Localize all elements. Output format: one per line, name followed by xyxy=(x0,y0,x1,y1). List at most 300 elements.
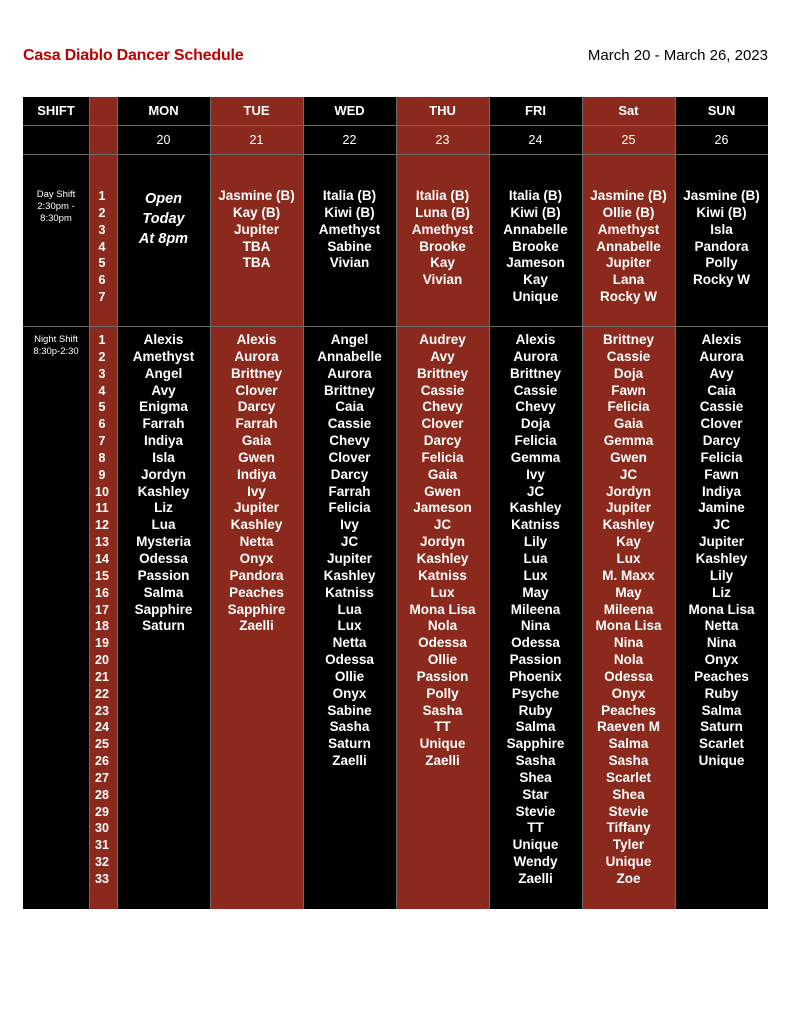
slot-number: 18 xyxy=(95,619,109,634)
night-shift-list-sun xyxy=(675,332,768,770)
slot-number: 12 xyxy=(95,518,109,533)
dancer-name: Tyler xyxy=(612,837,645,853)
dancer-name: Kashley xyxy=(323,567,376,583)
dancer-name: Aurora xyxy=(234,348,279,364)
dancer-name: Saturn xyxy=(328,736,371,752)
dancer-name: Darcy xyxy=(237,399,276,415)
dancer-name: Brittney xyxy=(230,365,282,381)
dancer-name: Darcy xyxy=(702,433,741,449)
dancer-name: Lux xyxy=(337,618,362,634)
dancer-name: Kashley xyxy=(137,483,190,499)
dancer-name: Lua xyxy=(337,601,362,617)
dancer-name: Jupiter xyxy=(605,255,651,271)
dancer-name: Peaches xyxy=(229,584,284,600)
dancer-name: Kashley xyxy=(230,517,283,533)
dancer-name: Salma xyxy=(143,584,184,600)
dancer-name: Brittney xyxy=(323,382,375,398)
slot-number: 1 xyxy=(98,189,106,203)
dancer-name: Farrah xyxy=(235,416,278,432)
dancer-name: Ivy xyxy=(247,483,266,499)
dancer-name: Sabine xyxy=(327,238,372,254)
day-header-fri: FRI xyxy=(525,103,546,118)
dancer-name: Zoe xyxy=(616,871,641,886)
night-shift-list-wed xyxy=(303,332,396,770)
dancer-name: Gwen xyxy=(238,449,275,465)
dancer-name: Cassie xyxy=(513,382,558,398)
slot-number: 31 xyxy=(95,838,109,853)
dancer-name: Jasmine (B) xyxy=(218,188,295,203)
dancer-name: JC xyxy=(340,534,359,550)
dancer-name: Jordyn xyxy=(419,534,465,550)
closed-day-note-line: At 8pm xyxy=(138,231,189,247)
dancer-name: Odessa xyxy=(139,550,188,566)
slot-number: 5 xyxy=(98,400,106,415)
day-date-sun: 26 xyxy=(714,133,729,147)
dancer-name: Odessa xyxy=(325,652,374,668)
dancer-name: Nina xyxy=(520,618,551,634)
night-shift-label xyxy=(23,334,89,358)
slot-number: 22 xyxy=(95,686,109,701)
day-date-fri: 24 xyxy=(528,133,543,147)
dancer-name: Sabine xyxy=(327,702,372,718)
dancer-name: Pandora xyxy=(694,238,749,254)
dancer-name: May xyxy=(615,584,642,600)
slot-number: 4 xyxy=(98,239,106,254)
dancer-name: Gaia xyxy=(241,433,272,449)
dancer-name: Rocky W xyxy=(599,289,657,305)
slot-number: 19 xyxy=(95,636,109,651)
dancer-name: Nola xyxy=(427,618,458,634)
slot-number: 5 xyxy=(98,256,106,271)
dancer-name: Nina xyxy=(706,635,737,651)
slot-number: 11 xyxy=(95,501,109,516)
day-shift-list-thu xyxy=(396,188,489,289)
dancer-name: Lua xyxy=(523,550,548,566)
slot-number: 3 xyxy=(98,366,106,381)
dancer-name: Unique xyxy=(419,736,466,752)
dancer-name: Lux xyxy=(430,584,455,600)
dancer-name: Katniss xyxy=(418,567,467,583)
dancer-name: Italia (B) xyxy=(508,188,563,203)
dancer-name: Unique xyxy=(512,289,559,305)
dancer-name: Mileena xyxy=(603,601,654,617)
dancer-name: Netta xyxy=(239,534,274,550)
dancer-name: Lily xyxy=(523,534,548,550)
dancer-name: Sapphire xyxy=(134,601,193,617)
slot-number: 17 xyxy=(95,602,109,617)
day-shift-time: 2:30pm - 8:30pm xyxy=(37,201,75,224)
dancer-name: Sasha xyxy=(329,719,370,735)
dancer-name: Sapphire xyxy=(227,601,286,617)
dancer-name: Felicia xyxy=(328,500,371,516)
dancer-name: Katniss xyxy=(511,517,560,533)
dancer-name: Stevie xyxy=(515,803,556,819)
dancer-name: Scarlet xyxy=(605,769,652,785)
night-shift-list-thu xyxy=(396,332,489,770)
dancer-name: Passion xyxy=(416,668,469,684)
slot-number: 10 xyxy=(95,484,109,499)
dancer-name: Saturn xyxy=(700,719,743,735)
dancer-name: Angel xyxy=(330,332,369,347)
dancer-name: Lua xyxy=(151,517,176,533)
dancer-name: Annabelle xyxy=(317,348,382,364)
dancer-name: Brittney xyxy=(602,332,654,347)
dancer-name: Brooke xyxy=(419,238,466,254)
dancer-name: Mona Lisa xyxy=(595,618,662,634)
dancer-name: Jupiter xyxy=(233,221,279,237)
dancer-name: M. Maxx xyxy=(602,567,655,583)
dancer-name: TT xyxy=(527,820,544,836)
day-date-tue: 21 xyxy=(249,133,264,147)
dancer-name: Caia xyxy=(707,382,736,398)
slot-number: 4 xyxy=(98,383,106,398)
dancer-name: Avy xyxy=(430,348,455,364)
dancer-name: Zaelli xyxy=(518,871,553,886)
night-shift-list-fri xyxy=(489,332,582,888)
dancer-name: Kiwi (B) xyxy=(324,204,375,220)
dancer-name: Lana xyxy=(612,272,645,288)
dancer-name: Odessa xyxy=(604,668,653,684)
dancer-name: Onyx xyxy=(239,550,274,566)
dancer-name: Indiya xyxy=(701,483,741,499)
slot-number: 7 xyxy=(98,434,106,449)
dancer-name: Mona Lisa xyxy=(688,601,755,617)
dancer-name: Lily xyxy=(709,567,734,583)
dancer-name: Onyx xyxy=(704,652,739,668)
dancer-name: Felicia xyxy=(421,449,464,465)
dancer-name: Gemma xyxy=(510,449,561,465)
page-title: Casa Diablo Dancer Schedule xyxy=(23,47,244,64)
dancer-name: Jasmine (B) xyxy=(590,188,667,203)
column-divider xyxy=(117,97,118,909)
dancer-name: Shea xyxy=(519,769,552,785)
dancer-name: Passion xyxy=(509,652,562,668)
dancer-name: Polly xyxy=(705,255,738,271)
closed-day-note xyxy=(117,189,210,249)
dancer-name: Kashley xyxy=(602,517,655,533)
dancer-name: Clover xyxy=(235,382,278,398)
dancer-name: Onyx xyxy=(332,685,367,701)
dancer-name: Jamine xyxy=(698,500,745,516)
dancer-name: Avy xyxy=(151,382,176,398)
day-shift-list-sat xyxy=(582,188,675,306)
day-header-wed: WED xyxy=(334,103,365,118)
dancer-name: Lux xyxy=(616,550,641,566)
slot-number: 2 xyxy=(98,349,106,364)
dancer-name: Ivy xyxy=(526,466,545,482)
day-date-sat: 25 xyxy=(621,133,636,147)
day-header-tue: TUE xyxy=(243,103,270,118)
dancer-name: Caia xyxy=(335,399,364,415)
dancer-name: Italia (B) xyxy=(415,188,470,203)
dancer-name: Cassie xyxy=(420,382,465,398)
dancer-name: Jasmine (B) xyxy=(683,188,760,203)
night-shift-time: 8:30p-2:30 xyxy=(33,346,79,357)
dancer-name: Salma xyxy=(701,702,742,718)
dancer-name: Jameson xyxy=(506,255,565,271)
dancer-name: Nola xyxy=(613,652,644,668)
dancer-name: Enigma xyxy=(139,399,188,415)
slot-number: 26 xyxy=(95,754,109,769)
dancer-name: Felicia xyxy=(607,399,650,415)
dancer-name: Scarlet xyxy=(698,736,745,752)
slot-number: 29 xyxy=(95,804,109,819)
dancer-name: Peaches xyxy=(694,668,749,684)
closed-day-note-line: Open xyxy=(144,191,183,207)
dancer-name: Mona Lisa xyxy=(409,601,476,617)
day-shift-list-fri xyxy=(489,188,582,306)
dancer-name: Pandora xyxy=(229,567,284,583)
day-header-sun: SUN xyxy=(707,103,736,118)
dancer-name: Brittney xyxy=(416,365,468,381)
dancer-name: Clover xyxy=(328,449,371,465)
dancer-name: Zaelli xyxy=(425,753,460,769)
dancer-name: Jupiter xyxy=(698,534,744,550)
dancer-name: Wendy xyxy=(513,854,558,870)
slot-number: 15 xyxy=(95,568,109,583)
slot-number: 25 xyxy=(95,737,109,752)
schedule-table xyxy=(23,97,768,909)
dancer-name: Ollie xyxy=(334,668,365,684)
night-shift-name: Night Shift xyxy=(34,334,78,345)
slot-number: 13 xyxy=(95,535,109,550)
dancer-name: Unique xyxy=(698,753,745,769)
dancer-name: Odessa xyxy=(511,635,560,651)
dancer-name: Farrah xyxy=(328,483,371,499)
dancer-name: Annabelle xyxy=(596,238,661,254)
day-date-wed: 22 xyxy=(342,133,357,147)
slot-number: 23 xyxy=(95,703,109,718)
dancer-name: Shea xyxy=(612,786,645,802)
dancer-name: Alexis xyxy=(236,332,277,347)
day-shift-list-tue xyxy=(210,188,303,272)
dancer-name: Jupiter xyxy=(326,550,372,566)
date-range: March 20 - March 26, 2023 xyxy=(587,47,768,64)
slot-number: 6 xyxy=(98,273,106,288)
dancer-name: JC xyxy=(619,466,638,482)
dancer-name: JC xyxy=(712,517,731,533)
day-shift-list-wed xyxy=(303,188,396,272)
dancer-name: Jordyn xyxy=(605,483,651,499)
closed-day-note-line: Today xyxy=(142,211,185,227)
dancer-name: Nina xyxy=(613,635,644,651)
day-shift-list-sun xyxy=(675,188,768,289)
dancer-name: Darcy xyxy=(330,466,369,482)
dancer-name: TBA xyxy=(242,255,271,271)
dancer-name: Salma xyxy=(608,736,649,752)
dancer-name: Kay (B) xyxy=(232,204,281,220)
dancer-name: Indiya xyxy=(236,466,276,482)
slot-number: 6 xyxy=(98,417,106,432)
dancer-name: Indiya xyxy=(143,433,183,449)
dancer-name: Alexis xyxy=(701,332,742,347)
dancer-name: Onyx xyxy=(611,685,646,701)
dancer-name: JC xyxy=(526,483,545,499)
dancer-name: Jupiter xyxy=(233,500,279,516)
slot-number: 16 xyxy=(95,585,109,600)
dancer-name: Mysteria xyxy=(136,534,191,550)
slot-number: 14 xyxy=(95,551,109,566)
dancer-name: TT xyxy=(434,719,451,735)
dancer-name: Cassie xyxy=(606,348,651,364)
slot-number: 32 xyxy=(95,855,109,870)
day-shift-label xyxy=(23,189,89,225)
dancer-name: Zaelli xyxy=(332,753,367,769)
dancer-name: Gaia xyxy=(427,466,458,482)
night-slot-numbers xyxy=(89,332,115,888)
dancer-name: Chevy xyxy=(515,399,556,415)
column-divider xyxy=(210,97,211,909)
dancer-name: JC xyxy=(433,517,452,533)
dancer-name: Unique xyxy=(512,837,559,853)
dancer-name: Luna (B) xyxy=(415,204,470,220)
day-slot-numbers xyxy=(89,188,115,306)
dancer-name: Polly xyxy=(426,685,459,701)
day-shift-name: Day Shift xyxy=(36,189,76,200)
dancer-name: Sasha xyxy=(608,753,649,769)
dancer-name: Stevie xyxy=(608,803,649,819)
dancer-name: Salma xyxy=(515,719,556,735)
column-divider xyxy=(489,97,490,909)
day-header-mon: MON xyxy=(148,103,179,118)
dancer-name: Kashley xyxy=(509,500,562,516)
dancer-name: Rocky W xyxy=(692,272,750,288)
slot-number: 1 xyxy=(98,333,106,347)
dancer-name: Jameson xyxy=(413,500,472,516)
dancer-name: Annabelle xyxy=(503,221,568,237)
dancer-name: Kay xyxy=(523,272,548,288)
slot-number: 30 xyxy=(95,821,109,836)
dancer-name: Ruby xyxy=(518,702,553,718)
dancer-name: Doja xyxy=(520,416,551,432)
slot-number: 27 xyxy=(95,770,109,785)
dancer-name: Alexis xyxy=(143,332,184,347)
dancer-name: Psyche xyxy=(511,685,560,701)
dancer-name: Aurora xyxy=(699,348,744,364)
slot-number: 28 xyxy=(95,787,109,802)
dancer-name: Passion xyxy=(137,567,190,583)
dancer-name: Chevy xyxy=(329,433,370,449)
dancer-name: Brittney xyxy=(509,365,561,381)
dancer-name: Cassie xyxy=(699,399,744,415)
dancer-name: Isla xyxy=(152,449,175,465)
dancer-name: Vivian xyxy=(422,272,463,288)
day-header-sat: Sat xyxy=(618,103,639,118)
dancer-name: Kashley xyxy=(695,550,748,566)
dancer-name: Ruby xyxy=(704,685,739,701)
dancer-name: Zaelli xyxy=(239,618,274,634)
slot-number: 21 xyxy=(95,669,109,684)
dancer-name: Brooke xyxy=(512,238,559,254)
dancer-name: Jupiter xyxy=(605,500,651,516)
dancer-name: Kay xyxy=(430,255,455,271)
night-shift-list-mon xyxy=(117,332,210,635)
dancer-name: Katniss xyxy=(325,584,374,600)
slot-number: 20 xyxy=(95,653,109,668)
dancer-name: Aurora xyxy=(327,365,372,381)
dancer-name: Doja xyxy=(613,365,644,381)
dancer-name: Darcy xyxy=(423,433,462,449)
slot-number: 2 xyxy=(98,205,106,220)
dancer-name: Lux xyxy=(523,567,548,583)
column-divider xyxy=(89,97,90,909)
slot-number: 3 xyxy=(98,222,106,237)
slot-number: 33 xyxy=(95,872,109,886)
dancer-name: Gwen xyxy=(424,483,461,499)
dancer-name: Italia (B) xyxy=(322,188,377,203)
dancer-name: Jordyn xyxy=(140,466,186,482)
dancer-name: Kay xyxy=(616,534,641,550)
dancer-name: Gaia xyxy=(613,416,644,432)
dancer-name: Saturn xyxy=(142,618,185,634)
column-divider xyxy=(303,97,304,909)
dancer-name: Ollie (B) xyxy=(602,204,655,220)
dancer-name: Angel xyxy=(144,365,183,381)
night-shift-list-sat xyxy=(582,332,675,888)
dancer-name: Aurora xyxy=(513,348,558,364)
dancer-name: Farrah xyxy=(142,416,185,432)
dancer-name: Clover xyxy=(421,416,464,432)
dancer-name: Ivy xyxy=(340,517,359,533)
dancer-name: Kashley xyxy=(416,550,469,566)
dancer-name: Raeven M xyxy=(596,719,661,735)
dancer-name: Odessa xyxy=(418,635,467,651)
shift-column-header: SHIFT xyxy=(37,103,75,118)
column-divider xyxy=(675,97,676,909)
dancer-name: Sasha xyxy=(422,702,463,718)
dancer-name: Amethyst xyxy=(132,348,195,364)
dancer-name: Unique xyxy=(605,854,652,870)
dancer-name: Sapphire xyxy=(506,736,565,752)
day-date-mon: 20 xyxy=(156,133,171,147)
column-divider xyxy=(582,97,583,909)
dancer-name: Amethyst xyxy=(318,221,381,237)
day-date-thu: 23 xyxy=(435,133,450,147)
slot-number: 24 xyxy=(95,720,109,735)
dancer-name: Netta xyxy=(704,618,739,634)
dancer-name: Sasha xyxy=(515,753,556,769)
dancer-name: Isla xyxy=(710,221,733,237)
dancer-name: Audrey xyxy=(419,332,466,347)
dancer-name: Phoenix xyxy=(509,668,562,684)
dancer-name: TBA xyxy=(242,238,271,254)
dancer-name: Tiffany xyxy=(606,820,651,836)
dancer-name: Chevy xyxy=(422,399,463,415)
dancer-name: Mileena xyxy=(510,601,561,617)
dancer-name: Vivian xyxy=(329,255,370,271)
dancer-name: Amethyst xyxy=(597,221,660,237)
dancer-name: Avy xyxy=(709,365,734,381)
dancer-name: Clover xyxy=(700,416,743,432)
dancer-name: Felicia xyxy=(700,449,743,465)
day-header-thu: THU xyxy=(429,103,456,118)
dancer-name: Fawn xyxy=(611,382,646,398)
dancer-name: Liz xyxy=(712,584,731,600)
dancer-name: Netta xyxy=(332,635,367,651)
dancer-name: Star xyxy=(522,786,549,802)
dancer-name: Liz xyxy=(154,500,173,516)
dancer-name: Gemma xyxy=(603,433,654,449)
dancer-name: Felicia xyxy=(514,433,557,449)
slot-number: 9 xyxy=(98,467,106,482)
slot-number: 7 xyxy=(98,290,106,305)
slot-number: 8 xyxy=(98,450,106,465)
dancer-name: Ollie xyxy=(427,652,458,668)
dancer-name: Cassie xyxy=(327,416,372,432)
dancer-name: Fawn xyxy=(704,466,739,482)
dancer-name: Kiwi (B) xyxy=(696,204,747,220)
dancer-name: Kiwi (B) xyxy=(510,204,561,220)
